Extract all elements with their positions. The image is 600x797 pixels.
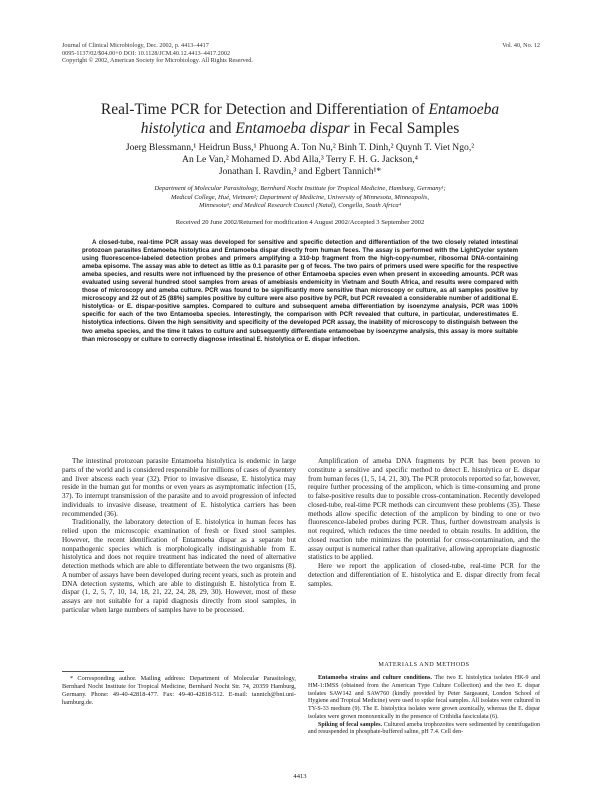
author-list — [40, 142, 560, 178]
authors-line-2: An Le Van,² Mohamed D. Abd Alla,³ Terry F. H. G. Jackson,⁴ — [182, 154, 418, 165]
footnote-divider — [62, 671, 124, 672]
intro-paragraph-4: Here we report the application of closed-tube, real-time PCR for the detection and differentiation of E. histolytica and E. dispar directly from fecal samples. — [308, 562, 540, 588]
intro-paragraph-2: Traditionally, the laboratory detection of E. histolytica in human feces has relied upon the microscopic examination of fresh or fixed stool samples. However, the recent identification of Entamoeba dispar as a separate but nonpathogenic species which is morphologically indistinguishable from E. histolytica and does not require treatment has indicated the need of alternative detection methods which are able to differentiate between the two organisms (8). A number of assays have been developed during recent years, such as protein and DNA detection systems, which are able to distinguish E. histolytica from E. dispar (1, 2, 5, 7, 10, 14, 18, 21, 22, 24, 28, 29, 30). However, most of these assays are not suitable for a rapid diagnosis directly from stool samples, in particular when large numbers of samples have to be processed. — [62, 518, 296, 614]
methods-paragraph-1: Entamoeba strains and culture conditions. The two E. histolytica isolates HK-9 and HM-1:IMSS (obtained from the American Type Culture Collection) and the two E. dispar isolates SAW142 and SAW760 (kindly provided by Peter Sargeaunt, London School of Hygiene and Tropical Medicine) were used to spike fecal samples. All isolates were cultured in TY-S-33 medium (9). The E. histolytica isolates were grown axenically, whereas the E. dispar isolates were grown monoxenically in the presence of Crithidia fasciculata (6). — [308, 675, 540, 720]
journal-doi: 0095-1137/02/$04.00+0 DOI: 10.1128/JCM.40.12.4413–4417.2002 — [62, 49, 231, 57]
section-heading-methods: MATERIALS AND METHODS — [378, 661, 470, 668]
article-title: Real-Time PCR for Detection and Differentiation of Entamoeba histolytica and Entamoeba dispar in Fecal Samples — [100, 101, 500, 137]
authors-line-1: Joerg Blessmann,¹ Heidrun Buss,¹ Phuong A. Ton Nu,² Binh T. Dinh,² Quynh T. Viet Ngo,² — [125, 142, 475, 153]
authors-line-3: Jonathan I. Ravdin,³ and Egbert Tannich¹* — [218, 166, 382, 177]
affiliations: Department of Molecular Parasitology, Bernhard Nocht Institute for Tropical Medicine, Hamburg, Germany¹; Medical College, Hué, Vietnam²; Department of Medicine, University of Minnesota, Minneapolis, Minnesota³; and Medical Research Council (Natal), Congella, South Africa⁴ — [154, 185, 446, 209]
intro-paragraph-1: The intestinal protozoan parasite Entamoeba histolytica is endemic in large parts of the world and is considered responsible for millions of cases of dysentery and liver abscess each year (32). Prior to invasive disease, E. histolytica may reside in the human gut for months or even years as asymptomatic infection (15, 37). To interrupt transmission of the parasite and to avoid progression of infected individuals to invasive disease, treatment of E. histolytica carriers has been recommended (36). — [62, 457, 296, 518]
page-number: 4413 — [293, 773, 307, 780]
left-column — [62, 457, 296, 615]
volume-label: Vol. 40, No. 12 — [502, 42, 540, 49]
right-column — [308, 457, 540, 588]
abstract: A closed-tube, real-time PCR assay was developed for sensitive and specific detection and differentiation of the two closely related intestinal protozoan parasites Entamoeba histolytica and Entamoeba dispar directly from human feces. The assay is performed with the LightCycler system using fluorescence-labeled detection probes and primers amplifying a 310-bp fragment from the high-copy-number, ribosomal DNA-containing ameba episome. The assay was able to detect as little as 0.1 parasite per g of feces. The two pairs of primers used were specific for the respective ameba species, and results were not influenced by the presence of other Entamoeba species even when present in exceeding amounts. PCR was evaluated using several hundred stool samples from areas of amebiasis endemicity in Vietnam and South Africa, and results were compared with those of microscopy and ameba culture. PCR was found to be significantly more sensitive than microscopy or culture, as all samples positive by microscopy and 22 out of 25 (88%) samples positive by culture were also positive by PCR, but PCR revealed a considerable number of additional E. histolytica- or E. dispar-positive samples. Compared to culture and subsequent ameba differentiation by isoenzyme analysis, PCR was 100% specific for each of the two Entamoeba species. Interestingly, the comparison with PCR revealed that culture, in particular, underestimates E. histolytica infections. Given the high sensitivity and specificity of the developed PCR assay, the inability of microscopy to distinguish between the two ameba species, and the time it takes to culture and subsequently differentiate entamoebae by isoenzyme analysis, this assay is more suitable than microscopy or culture to correctly diagnose intestinal E. histolytica or E. dispar infection. — [82, 239, 518, 343]
methods-paragraph-2: Spiking of fecal samples. Cultured ameba trophozoites were sedimented by centrifugation and resuspended in phosphate-buffered saline, pH 7.4. Cell den- — [308, 721, 540, 736]
journal-header — [62, 42, 402, 65]
methods-text — [308, 675, 540, 737]
journal-citation: Journal of Clinical Microbiology, Dec. 2002, p. 4413–4417 — [62, 42, 209, 49]
journal-copyright: Copyright © 2002, American Society for Microbiology. All Rights Reserved. — [62, 57, 253, 65]
intro-paragraph-3: Amplification of ameba DNA fragments by PCR has been proven to constitute a sensitive and specific method to detect E. histolytica or E. dispar from human feces (1, 5, 14, 21, 30). The PCR protocols reported so far, however, require further processing of the amplicon, which is time-consuming and prone to false-positive results due to possible cross-contamination. Recently developed closed-tube, real-time PCR methods can circumvent these problems (35). These methods allow specific detection of the amplicon by binding to one or two fluorescence-labeled probes during PCR. Thus, further downstream analysis is not required, which reduces the time needed to obtain results. In addition, the closed reaction tube minimizes the potential for cross-contamination, and the assay output is numerical rather than qualitative, allowing appropriate diagnostic statistics to be applied. — [308, 457, 540, 562]
corresponding-author-footnote: * Corresponding author. Mailing address: Department of Molecular Parasitology, Bernhard Nocht Institute for Tropical Medicine, Bernhard Nocht Str. 74, 20359 Hamburg, Germany. Phone: 49-40-42818-477. Fax: 49-40-42818-512. E-mail: tannich@bni.uni-hamburg.de. — [62, 675, 296, 706]
received-dates: Received 20 June 2002/Returned for modification 4 August 2002/Accepted 3 September 2002 — [175, 219, 425, 226]
